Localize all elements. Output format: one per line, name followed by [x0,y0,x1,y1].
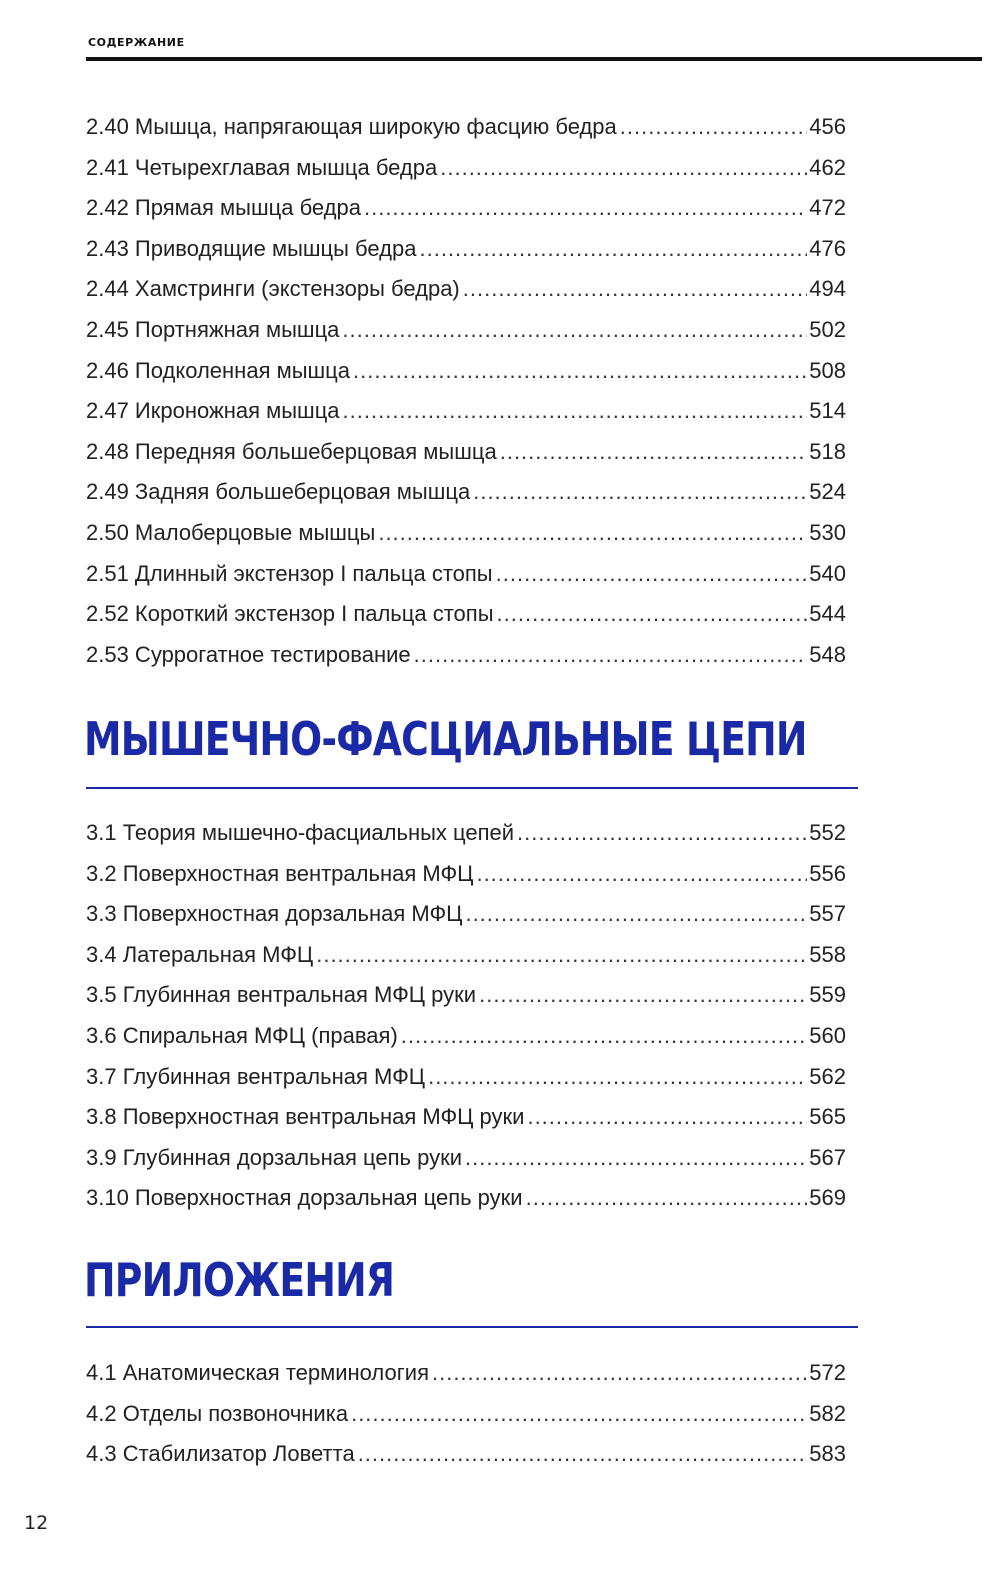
toc-chains-list [86,813,846,1219]
toc-entry [86,148,846,189]
toc-entry [86,188,846,229]
toc-part2-list [86,107,846,675]
toc-entry [86,635,846,676]
dot-leader [476,854,807,895]
dot-leader [620,107,808,148]
dot-leader [479,975,807,1016]
toc-entry-page: 567 [809,1144,846,1170]
dot-leader [440,148,807,189]
toc-entry-page: 508 [809,357,846,383]
toc-entry [86,1057,846,1098]
section-title-chains: МЫШЕЧНО-ФАСЦИАЛЬНЫЕ ЦЕПИ [84,712,807,766]
running-head: СОДЕРЖАНИЕ [88,36,185,49]
dot-leader [496,554,808,595]
dot-leader [428,1057,807,1098]
toc-entry [86,1097,846,1138]
dot-leader [378,513,807,554]
toc-entry-page: 572 [809,1360,846,1385]
dot-leader [316,935,807,976]
toc-entry-title: 3.6 Спиральная МФЦ (правая) [86,1022,398,1048]
toc-entry-title: 3.2 Поверхностная вентральная МФЦ [86,860,474,886]
toc-entry-title: 4.2 Отделы позвоночника [86,1400,349,1426]
toc-entry-page: 514 [809,398,846,424]
toc-entry [86,894,846,935]
toc-entry-page: 556 [809,860,846,886]
toc-entry [86,554,846,595]
toc-entry-title: 3.7 Глубинная вентральная МФЦ [86,1063,426,1089]
toc-entry-title: 3.1 Теория мышечно-фасциальных цепей [86,820,515,845]
toc-entry-title: 3.8 Поверхностная вентральная МФЦ руки [86,1104,525,1130]
toc-entry-page: 540 [809,560,846,586]
dot-leader [358,1434,808,1475]
toc-entry-title: 3.9 Глубинная дорзальная цепь руки [86,1144,462,1170]
toc-entry [86,975,846,1016]
toc-entry-title: 2.51 Длинный экстензор I пальца стопы [86,560,493,586]
dot-leader [414,635,808,676]
toc-entry-page: 472 [809,195,846,221]
toc-entry [86,229,846,270]
toc-entry-page: 456 [809,114,846,139]
toc-entry-page: 462 [809,154,846,180]
dot-leader [353,351,807,392]
toc-entry-title: 2.40 Мышца, напрягающая широкую фасцию бедра [86,114,617,139]
toc-entry-page: 557 [809,901,846,927]
toc-entry [86,351,846,392]
toc-entry-page: 530 [809,519,846,545]
section-title-appendices: ПРИЛОЖЕНИЯ [84,1253,395,1307]
toc-entry-title: 3.5 Глубинная вентральная МФЦ руки [86,982,477,1008]
dot-leader [526,1178,808,1219]
toc-entry-title: 2.43 Приводящие мышцы бедра [86,235,417,261]
toc-entry-title: 2.47 Икроножная мышца [86,398,340,424]
toc-entry [86,107,846,148]
dot-leader [342,310,807,351]
toc-entry [86,594,846,635]
dot-leader [465,1138,807,1179]
toc-entry-title: 2.49 Задняя большеберцовая мышца [86,479,471,505]
toc-entry-page: 518 [809,438,846,464]
toc-entry [86,472,846,513]
toc-entry-title: 3.4 Латеральная МФЦ [86,941,314,967]
toc-entry-page: 565 [809,1104,846,1130]
toc-entry-title: 2.46 Подколенная мышца [86,357,351,383]
dot-leader [463,269,808,310]
section-rule-chains [86,787,858,789]
toc-entry [86,1394,846,1435]
toc-entry [86,854,846,895]
toc-entry-title: 2.42 Прямая мышца бедра [86,195,361,221]
dot-leader [497,594,808,635]
toc-entry-title: 2.50 Малоберцовые мышцы [86,519,376,545]
toc-entry-page: 582 [809,1400,846,1426]
toc-entry-page: 544 [809,601,846,627]
toc-entry [86,1178,846,1219]
dot-leader [465,894,807,935]
toc-entry-page: 524 [809,479,846,505]
toc-entry-title: 2.48 Передняя большеберцовая мышца [86,438,497,464]
dot-leader [473,472,807,513]
toc-entry-title: 4.1 Анатомическая терминология [86,1360,429,1385]
page-number: 12 [24,1512,49,1534]
toc-entry [86,813,846,854]
toc-entry-title: 4.3 Стабилизатор Ловетта [86,1441,355,1467]
toc-entry-title: 2.45 Портняжная мышца [86,316,340,342]
toc-entry [86,1353,846,1394]
toc-entry-page: 476 [809,235,846,261]
toc-entry [86,935,846,976]
toc-entry-page: 502 [809,316,846,342]
section-rule-appendices [86,1326,858,1328]
toc-entry [86,310,846,351]
toc-entry-page: 583 [809,1441,846,1467]
dot-leader [343,391,808,432]
dot-leader [527,1097,807,1138]
toc-entry [86,1016,846,1057]
toc-entry-page: 552 [809,820,846,845]
toc-entry-page: 562 [809,1063,846,1089]
toc-entry [86,269,846,310]
dot-leader [401,1016,808,1057]
toc-entry-page: 559 [809,982,846,1008]
dot-leader [351,1394,807,1435]
toc-entry [86,1434,846,1475]
toc-entry-title: 2.52 Короткий экстензор I пальца стопы [86,601,494,627]
dot-leader [500,432,808,473]
dot-leader [432,1353,807,1394]
toc-entry-page: 494 [809,276,846,302]
toc-entry [86,432,846,473]
dot-leader [517,813,807,854]
toc-entry-title: 3.3 Поверхностная дорзальная МФЦ [86,901,463,927]
toc-entry-page: 560 [809,1022,846,1048]
toc-entry-page: 548 [809,641,846,667]
dot-leader [419,229,807,270]
header-rule [86,57,982,61]
toc-entry-page: 569 [809,1185,846,1211]
toc-entry-title: 2.44 Хамстринги (экстензоры бедра) [86,276,460,302]
dot-leader [364,188,807,229]
toc-entry-title: 3.10 Поверхностная дорзальная цепь руки [86,1185,523,1211]
toc-entry [86,1138,846,1179]
toc-entry [86,513,846,554]
toc-entry-title: 2.41 Четырехглавая мышца бедра [86,154,438,180]
toc-entry-title: 2.53 Суррогатное тестирование [86,641,411,667]
toc-appendices-list [86,1353,846,1475]
toc-entry [86,391,846,432]
toc-entry-page: 558 [809,941,846,967]
